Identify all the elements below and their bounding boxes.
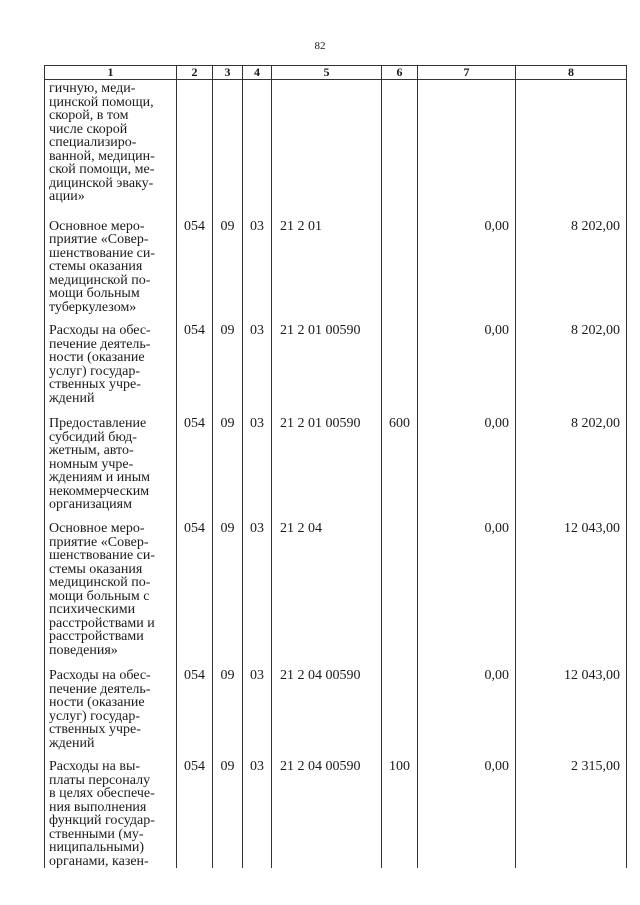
cell-subsection: 03 — [243, 210, 272, 315]
cell-admin-code — [177, 80, 213, 210]
cell-expense-type — [382, 210, 418, 315]
cell-expense-type: 600 — [382, 405, 418, 512]
cell-amount-col8: 8 202,00 — [516, 314, 627, 405]
table-row — [45, 210, 627, 315]
table-row — [45, 657, 627, 750]
header-col-8: 8 — [516, 66, 627, 80]
cell-expense-type — [382, 314, 418, 405]
cell-section — [213, 80, 243, 210]
cell-expense-type: 100 — [382, 750, 418, 868]
cell-subsection: 03 — [243, 750, 272, 868]
cell-amount-col8 — [516, 80, 627, 210]
header-row — [45, 66, 627, 80]
table-row — [45, 80, 627, 210]
table-row — [45, 314, 627, 405]
cell-amount-col7: 0,00 — [418, 314, 516, 405]
cell-amount-col7 — [418, 80, 516, 210]
cell-amount-col7: 0,00 — [418, 657, 516, 750]
cell-name: Предоставление субсидий бюд- жетным, авто- номным учре- ждениям и иным некоммерческим организациям — [45, 405, 177, 512]
cell-target-code: 21 2 01 00590 — [272, 314, 382, 405]
header-col-4: 4 — [243, 66, 272, 80]
cell-amount-col7: 0,00 — [418, 405, 516, 512]
cell-name: Расходы на обес- печение деятель- ности (оказание услуг) государ- ственных учре- ждений — [45, 314, 177, 405]
table-row — [45, 405, 627, 512]
cell-expense-type — [382, 80, 418, 210]
header-col-5: 5 — [272, 66, 382, 80]
cell-expense-type — [382, 657, 418, 750]
cell-target-code — [272, 80, 382, 210]
cell-target-code: 21 2 01 — [272, 210, 382, 315]
cell-admin-code: 054 — [177, 657, 213, 750]
cell-admin-code: 054 — [177, 210, 213, 315]
cell-amount-col8: 12 043,00 — [516, 657, 627, 750]
cell-name: гичную, меди- цинской помощи, скорой, в том числе скорой специализиро- ванной, медицин- ской помощи, ме- дицинской эваку- ации» — [45, 80, 177, 210]
cell-target-code: 21 2 04 00590 — [272, 750, 382, 868]
table-body — [45, 80, 627, 869]
cell-amount-col7: 0,00 — [418, 512, 516, 657]
cell-expense-type — [382, 512, 418, 657]
cell-name: Основное меро- приятие «Совер- шенствование си- стемы оказания медицинской по- мощи больным с психическими расстройствами и расстройствами поведения» — [45, 512, 177, 657]
cell-section: 09 — [213, 314, 243, 405]
header-col-2: 2 — [177, 66, 213, 80]
cell-amount-col7: 0,00 — [418, 210, 516, 315]
cell-amount-col7: 0,00 — [418, 750, 516, 868]
cell-section: 09 — [213, 750, 243, 868]
cell-name: Расходы на обес- печение деятель- ности (оказание услуг) государ- ственных учре- ждений — [45, 657, 177, 750]
header-col-3: 3 — [213, 66, 243, 80]
cell-admin-code: 054 — [177, 750, 213, 868]
cell-amount-col8: 8 202,00 — [516, 210, 627, 315]
cell-target-code: 21 2 04 — [272, 512, 382, 657]
cell-section: 09 — [213, 210, 243, 315]
budget-table — [44, 65, 627, 868]
cell-name: Расходы на вы- платы персоналу в целях обеспече- ния выполнения функций государ- ственными (му- ниципальными) органами, казен- — [45, 750, 177, 868]
header-col-1: 1 — [45, 66, 177, 80]
cell-section: 09 — [213, 512, 243, 657]
cell-subsection: 03 — [243, 405, 272, 512]
cell-subsection: 03 — [243, 512, 272, 657]
cell-subsection: 03 — [243, 657, 272, 750]
cell-admin-code: 054 — [177, 405, 213, 512]
cell-admin-code: 054 — [177, 512, 213, 657]
header-col-7: 7 — [418, 66, 516, 80]
cell-amount-col8: 12 043,00 — [516, 512, 627, 657]
cell-admin-code: 054 — [177, 314, 213, 405]
cell-target-code: 21 2 04 00590 — [272, 657, 382, 750]
cell-subsection: 03 — [243, 314, 272, 405]
cell-section: 09 — [213, 657, 243, 750]
cell-amount-col8: 8 202,00 — [516, 405, 627, 512]
cell-section: 09 — [213, 405, 243, 512]
page-number: 82 — [314, 40, 326, 52]
table-row — [45, 750, 627, 868]
cell-target-code: 21 2 01 00590 — [272, 405, 382, 512]
table-row — [45, 512, 627, 657]
cell-subsection — [243, 80, 272, 210]
header-col-6: 6 — [382, 66, 418, 80]
cell-amount-col8: 2 315,00 — [516, 750, 627, 868]
cell-name: Основное меро- приятие «Совер- шенствование си- стемы оказания медицинской по- мощи больным туберкулезом» — [45, 210, 177, 315]
